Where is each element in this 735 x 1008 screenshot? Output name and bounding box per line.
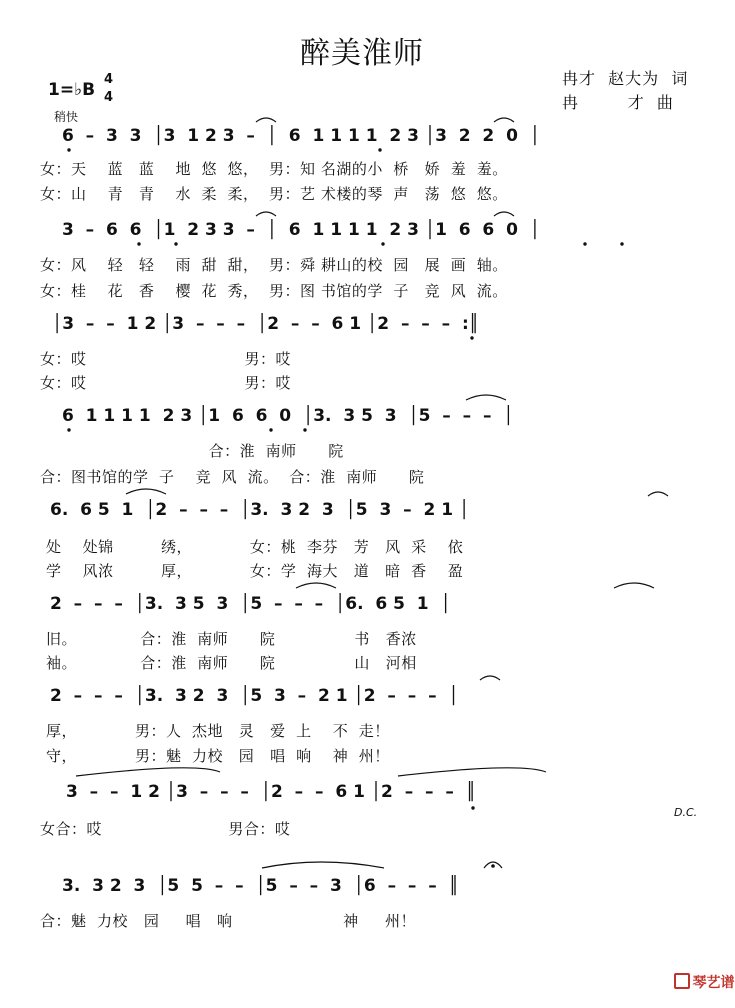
- lyric-line-8a: 女合：哎 男合：哎: [40, 820, 291, 838]
- tempo-marking: 稍快: [54, 110, 79, 124]
- notation-line-4: 6 1 1 1 1 2 3 │1 6 6 0 │3. 3 5 3 │5 – – – │: [62, 406, 514, 426]
- watermark-icon: [674, 973, 690, 989]
- key-signature: 1=♭B: [48, 80, 96, 100]
- notation-line-6: 2 – – – │3. 3 5 3 │5 – – – │6. 6 5 1 │: [50, 594, 451, 614]
- watermark-text: 琴艺谱: [692, 975, 735, 991]
- dc-marking: D.C.: [674, 806, 698, 819]
- lyric-line-4a: 合：淮 南师 院: [40, 442, 344, 460]
- lyric-line-1a: 女：天 蓝 蓝 地 悠 悠， 男：知 名湖的小 桥 娇 羞 羞。: [40, 160, 508, 178]
- notation-line-9: 3. 3 2 3 │5 5 – – │5 – – 3 │6 – – – ║: [62, 876, 459, 896]
- composer-credit: 冉 才 曲: [562, 93, 674, 112]
- lyric-line-5b: 学 风浓 厚， 女：学 海大 道 暗 香 盈: [46, 562, 464, 580]
- lyric-line-3b: 女：哎 男：哎: [40, 374, 292, 392]
- lyric-line-2a: 女：风 轻 轻 雨 甜 甜， 男：舜 耕山的校 园 展 画 轴。: [40, 256, 508, 274]
- notation-line-5: 6. 6 5 1 │2 – – – │3. 3 2 3 │5 3 – 2 1 │: [50, 500, 470, 520]
- page-title: 醉美淮师: [300, 36, 424, 71]
- lyric-line-1b: 女：山 青 青 水 柔 柔， 男：艺 术楼的琴 声 荡 悠 悠。: [40, 185, 508, 203]
- lyric-line-5a: 处 处锦 绣， 女：桃 李芬 芳 风 采 依: [46, 538, 464, 556]
- lyric-line-6a: 旧。 合：淮 南师 院 书 香浓: [46, 630, 417, 648]
- lyric-line-9a: 合：魅 力校 园 唱 响 神 州！: [40, 912, 416, 930]
- lyric-line-3a: 女：哎 男：哎: [40, 350, 292, 368]
- watermark-logo: [654, 956, 735, 1008]
- lyric-line-7b: 守， 男：魅 力校 园 唱 响 神 州！: [46, 747, 390, 765]
- lyric-line-4b: 合：图书馆的学 子 竞 风 流。 合：淮 南师 院: [40, 468, 425, 486]
- lyricist-credit: 冉才 赵大为 词: [562, 69, 689, 88]
- notation-line-1: 6 – 3 3 │3 1 2 3 – │ 6 1 1 1 1 2 3 │3 2 2 0 │: [62, 126, 541, 146]
- lyric-line-7a: 厚， 男：人 杰地 灵 爱 上 不 走！: [46, 722, 390, 740]
- notation-line-3: │3 – – 1 2 │3 – – – │2 – – 6 1 │2 – – – :║: [52, 314, 479, 334]
- time-signature-bottom: 4: [104, 90, 114, 105]
- notation-line-8: 3 – – 1 2 │3 – – – │2 – – 6 1 │2 – – – ║: [66, 782, 476, 802]
- time-signature-top: 4: [104, 72, 114, 87]
- lyric-line-6b: 袖。 合：淮 南师 院 山 河相: [46, 654, 417, 672]
- lyric-line-2b: 女：桂 花 香 樱 花 秀， 男：图 书馆的学 子 竞 风 流。: [40, 282, 508, 300]
- notation-line-2: 3 – 6 6 │1 2 3 3 – │ 6 1 1 1 1 2 3 │1 6 6 0 │: [62, 220, 541, 240]
- notation-line-7: 2 – – – │3. 3 2 3 │5 3 – 2 1 │2 – – – │: [50, 686, 459, 706]
